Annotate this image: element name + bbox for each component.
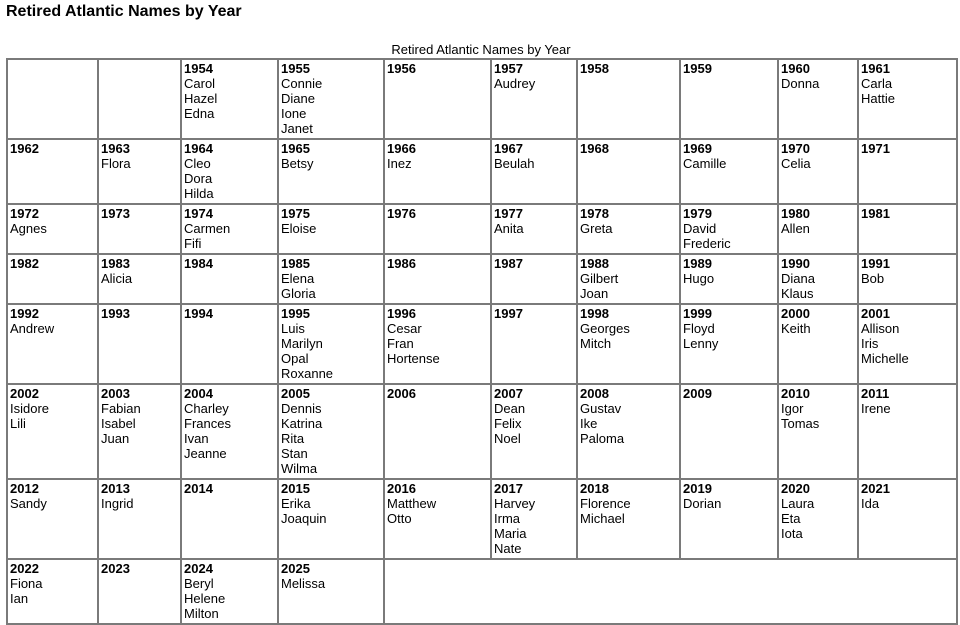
storm-name: Erika xyxy=(281,496,311,511)
storm-name: Diana xyxy=(781,271,815,286)
year-label: 2010 xyxy=(781,386,810,401)
storm-name: Hugo xyxy=(683,271,715,286)
storm-name: Anita xyxy=(494,221,524,236)
storm-name: Floyd xyxy=(683,321,715,336)
year-cell-2017 xyxy=(491,479,577,559)
storm-name: Noel xyxy=(494,431,521,446)
year-cell-1995 xyxy=(278,304,384,384)
year-cell-1963 xyxy=(98,139,181,204)
year-label: 1969 xyxy=(683,141,712,156)
year-label: 2000 xyxy=(781,306,810,321)
year-label: 1972 xyxy=(10,206,39,221)
year-cell-2018 xyxy=(577,479,680,559)
year-label: 1955 xyxy=(281,61,310,76)
storm-name: Donna xyxy=(781,76,820,91)
year-label: 1977 xyxy=(494,206,523,221)
storm-name: Irma xyxy=(494,511,520,526)
year-cell-2020 xyxy=(778,479,858,559)
year-label: 1973 xyxy=(101,206,130,221)
year-label: 2001 xyxy=(861,306,890,321)
storm-name: Isabel xyxy=(101,416,136,431)
storm-name: Fabian xyxy=(101,401,141,416)
year-label: 1988 xyxy=(580,256,609,271)
year-label: 2004 xyxy=(184,386,213,401)
year-cell-2001 xyxy=(858,304,957,384)
year-label: 1979 xyxy=(683,206,712,221)
storm-name: Fifi xyxy=(184,236,202,251)
storm-name: Nate xyxy=(494,541,522,556)
storm-name: Diane xyxy=(281,91,315,106)
year-cell-1987 xyxy=(491,254,577,304)
year-cell-2014 xyxy=(181,479,278,559)
storm-name: Betsy xyxy=(281,156,314,171)
storm-name: Hattie xyxy=(861,91,895,106)
year-label: 1965 xyxy=(281,141,310,156)
year-cell-2007 xyxy=(491,384,577,479)
storm-name: Paloma xyxy=(580,431,625,446)
year-label: 2014 xyxy=(184,481,213,496)
year-label: 2012 xyxy=(10,481,39,496)
year-cell-2002 xyxy=(7,384,98,479)
year-cell-1988 xyxy=(577,254,680,304)
year-label: 2008 xyxy=(580,386,609,401)
year-cell-1999 xyxy=(680,304,778,384)
storm-name: Joaquin xyxy=(281,511,327,526)
table-row xyxy=(7,559,957,624)
storm-name: Irene xyxy=(861,401,891,416)
year-cell-1969 xyxy=(680,139,778,204)
year-label: 1993 xyxy=(101,306,130,321)
year-cell-2004 xyxy=(181,384,278,479)
year-label: 2021 xyxy=(861,481,890,496)
storm-name: Hortense xyxy=(387,351,440,366)
storm-name: Ingrid xyxy=(101,496,134,511)
year-cell-1990 xyxy=(778,254,858,304)
storm-name: Ian xyxy=(10,591,29,606)
year-cell-1992 xyxy=(7,304,98,384)
storm-name: Jeanne xyxy=(184,446,227,461)
year-cell-2000 xyxy=(778,304,858,384)
year-label: 2015 xyxy=(281,481,310,496)
year-label: 1996 xyxy=(387,306,416,321)
year-label: 2025 xyxy=(281,561,310,576)
storm-name: Carla xyxy=(861,76,893,91)
year-label: 1967 xyxy=(494,141,523,156)
year-label: 1962 xyxy=(10,141,39,156)
storm-name: Joan xyxy=(580,286,609,301)
storm-name: Gustav xyxy=(580,401,622,416)
year-cell-2003 xyxy=(98,384,181,479)
storm-name: Opal xyxy=(281,351,309,366)
storm-name: Milton xyxy=(184,606,219,621)
storm-name: Bob xyxy=(861,271,885,286)
year-label: 2024 xyxy=(184,561,213,576)
storm-name: Audrey xyxy=(494,76,536,91)
year-label: 2019 xyxy=(683,481,712,496)
table-row xyxy=(7,204,957,254)
year-cell-1962 xyxy=(7,139,98,204)
year-cell-1971 xyxy=(858,139,957,204)
year-label: 1994 xyxy=(184,306,213,321)
year-label: 1960 xyxy=(781,61,810,76)
year-cell-1984 xyxy=(181,254,278,304)
year-label: 1992 xyxy=(10,306,39,321)
table-row xyxy=(7,384,957,479)
year-cell-2015 xyxy=(278,479,384,559)
year-cell-1993 xyxy=(98,304,181,384)
year-cell-1968 xyxy=(577,139,680,204)
storm-name: Celia xyxy=(781,156,811,171)
year-label: 1990 xyxy=(781,256,810,271)
storm-name: Gilbert xyxy=(580,271,619,286)
year-label: 2022 xyxy=(10,561,39,576)
year-cell-2021 xyxy=(858,479,957,559)
storm-name: Rita xyxy=(281,431,305,446)
storm-name: Roxanne xyxy=(281,366,334,381)
year-cell-1994 xyxy=(181,304,278,384)
year-cell-1957 xyxy=(491,59,577,139)
storm-name: Iota xyxy=(781,526,803,541)
storm-name: Keith xyxy=(781,321,811,336)
year-cell-1982 xyxy=(7,254,98,304)
year-label: 1987 xyxy=(494,256,523,271)
storm-name: David xyxy=(683,221,717,236)
year-cell-1983 xyxy=(98,254,181,304)
storm-name: Laura xyxy=(781,496,815,511)
year-label: 1956 xyxy=(387,61,416,76)
storm-name: Klaus xyxy=(781,286,814,301)
storm-name: Carol xyxy=(184,76,216,91)
storm-name: Eloise xyxy=(281,221,317,236)
table-row xyxy=(7,304,957,384)
year-cell-1997 xyxy=(491,304,577,384)
year-label: 2002 xyxy=(10,386,39,401)
storm-name: Maria xyxy=(494,526,527,541)
year-label: 2017 xyxy=(494,481,523,496)
year-cell-1959 xyxy=(680,59,778,139)
storm-name: Florence xyxy=(580,496,631,511)
storm-name: Otto xyxy=(387,511,412,526)
year-label: 1968 xyxy=(580,141,609,156)
year-cell-2009 xyxy=(680,384,778,479)
storm-name: Melissa xyxy=(281,576,326,591)
year-cell-1998 xyxy=(577,304,680,384)
year-label: 2020 xyxy=(781,481,810,496)
year-label: 1964 xyxy=(184,141,213,156)
storm-name: Greta xyxy=(580,221,613,236)
storm-name: Ida xyxy=(861,496,880,511)
storm-name: Tomas xyxy=(781,416,820,431)
year-label: 2016 xyxy=(387,481,416,496)
year-cell-1981 xyxy=(858,204,957,254)
storm-name: Charley xyxy=(184,401,229,416)
year-cell-2022 xyxy=(7,559,98,624)
year-cell-1965 xyxy=(278,139,384,204)
year-label: 1985 xyxy=(281,256,310,271)
storm-name: Ike xyxy=(580,416,598,431)
storm-name: Michelle xyxy=(861,351,909,366)
year-label: 1991 xyxy=(861,256,890,271)
year-cell-1960 xyxy=(778,59,858,139)
year-cell-2010 xyxy=(778,384,858,479)
storm-name: Fran xyxy=(387,336,414,351)
empty-cell xyxy=(384,559,957,624)
year-cell-2008 xyxy=(577,384,680,479)
table-row xyxy=(7,59,957,139)
storm-name: Stan xyxy=(281,446,308,461)
empty-cell xyxy=(98,59,181,139)
storm-name: Igor xyxy=(781,401,804,416)
year-cell-1973 xyxy=(98,204,181,254)
year-label: 1984 xyxy=(184,256,213,271)
year-label: 2018 xyxy=(580,481,609,496)
year-label: 1978 xyxy=(580,206,609,221)
year-cell-1986 xyxy=(384,254,491,304)
year-label: 2023 xyxy=(101,561,130,576)
storm-name: Katrina xyxy=(281,416,323,431)
storm-name: Juan xyxy=(101,431,130,446)
year-cell-1980 xyxy=(778,204,858,254)
storm-name: Gloria xyxy=(281,286,316,301)
storm-name: Dennis xyxy=(281,401,322,416)
year-cell-1976 xyxy=(384,204,491,254)
retired-names-table xyxy=(6,58,958,625)
storm-name: Hazel xyxy=(184,91,218,106)
year-label: 1954 xyxy=(184,61,213,76)
storm-name: Flora xyxy=(101,156,131,171)
storm-name: Felix xyxy=(494,416,522,431)
year-label: 1975 xyxy=(281,206,310,221)
year-cell-2013 xyxy=(98,479,181,559)
storm-name: Janet xyxy=(281,121,313,136)
year-cell-1966 xyxy=(384,139,491,204)
year-label: 1997 xyxy=(494,306,523,321)
storm-name: Matthew xyxy=(387,496,437,511)
year-cell-2024 xyxy=(181,559,278,624)
table-row xyxy=(7,254,957,304)
year-cell-1967 xyxy=(491,139,577,204)
year-label: 1999 xyxy=(683,306,712,321)
year-label: 1995 xyxy=(281,306,310,321)
storm-name: Allen xyxy=(781,221,810,236)
storm-name: Andrew xyxy=(10,321,55,336)
year-label: 1974 xyxy=(184,206,213,221)
year-label: 1976 xyxy=(387,206,416,221)
year-cell-1972 xyxy=(7,204,98,254)
year-label: 1966 xyxy=(387,141,416,156)
year-cell-1956 xyxy=(384,59,491,139)
year-cell-2012 xyxy=(7,479,98,559)
storm-name: Sandy xyxy=(10,496,47,511)
storm-name: Hilda xyxy=(184,186,214,201)
storm-name: Allison xyxy=(861,321,900,336)
year-cell-1955 xyxy=(278,59,384,139)
table-caption: Retired Atlantic Names by Year xyxy=(391,42,571,57)
storm-name: Lenny xyxy=(683,336,719,351)
storm-name: Beulah xyxy=(494,156,535,171)
storm-name: Fiona xyxy=(10,576,43,591)
year-label: 2005 xyxy=(281,386,310,401)
year-label: 1958 xyxy=(580,61,609,76)
year-label: 1986 xyxy=(387,256,416,271)
page-title: Retired Atlantic Names by Year xyxy=(6,3,242,20)
storm-name: Dorian xyxy=(683,496,722,511)
storm-name: Dora xyxy=(184,171,213,186)
year-label: 1963 xyxy=(101,141,130,156)
storm-name: Connie xyxy=(281,76,323,91)
year-label: 1971 xyxy=(861,141,890,156)
year-cell-1975 xyxy=(278,204,384,254)
year-label: 1982 xyxy=(10,256,39,271)
year-cell-1996 xyxy=(384,304,491,384)
year-label: 2003 xyxy=(101,386,130,401)
year-cell-1958 xyxy=(577,59,680,139)
year-label: 1957 xyxy=(494,61,523,76)
storm-name: Cesar xyxy=(387,321,422,336)
year-cell-2016 xyxy=(384,479,491,559)
storm-name: Helene xyxy=(184,591,226,606)
storm-name: Georges xyxy=(580,321,630,336)
year-label: 2013 xyxy=(101,481,130,496)
storm-name: Marilyn xyxy=(281,336,323,351)
year-cell-1978 xyxy=(577,204,680,254)
year-cell-2019 xyxy=(680,479,778,559)
storm-name: Frederic xyxy=(683,236,731,251)
year-cell-2011 xyxy=(858,384,957,479)
storm-name: Elena xyxy=(281,271,315,286)
year-label: 1981 xyxy=(861,206,890,221)
year-cell-1979 xyxy=(680,204,778,254)
year-label: 1983 xyxy=(101,256,130,271)
year-label: 1998 xyxy=(580,306,609,321)
storm-name: Frances xyxy=(184,416,231,431)
storm-name: Inez xyxy=(387,156,412,171)
year-cell-1977 xyxy=(491,204,577,254)
storm-name: Eta xyxy=(781,511,801,526)
storm-name: Alicia xyxy=(101,271,133,286)
year-cell-1961 xyxy=(858,59,957,139)
year-label: 2006 xyxy=(387,386,416,401)
year-label: 2007 xyxy=(494,386,523,401)
year-label: 1980 xyxy=(781,206,810,221)
year-cell-2005 xyxy=(278,384,384,479)
storm-name: Isidore xyxy=(10,401,50,416)
storm-name: Wilma xyxy=(281,461,318,476)
year-cell-1964 xyxy=(181,139,278,204)
table-body xyxy=(7,59,957,624)
year-label: 1970 xyxy=(781,141,810,156)
year-label: 2009 xyxy=(683,386,712,401)
year-label: 1989 xyxy=(683,256,712,271)
storm-name: Edna xyxy=(184,106,215,121)
year-cell-1989 xyxy=(680,254,778,304)
table-row xyxy=(7,479,957,559)
year-label: 1959 xyxy=(683,61,712,76)
year-cell-1974 xyxy=(181,204,278,254)
storm-name: Beryl xyxy=(184,576,214,591)
empty-cell xyxy=(7,59,98,139)
storm-name: Iris xyxy=(861,336,879,351)
year-cell-1954 xyxy=(181,59,278,139)
storm-name: Dean xyxy=(494,401,526,416)
storm-name: Carmen xyxy=(184,221,231,236)
storm-name: Harvey xyxy=(494,496,536,511)
storm-name: Ivan xyxy=(184,431,209,446)
storm-name: Cleo xyxy=(184,156,211,171)
storm-name: Michael xyxy=(580,511,625,526)
year-label: 1961 xyxy=(861,61,890,76)
year-cell-2023 xyxy=(98,559,181,624)
storm-name: Lili xyxy=(10,416,26,431)
year-cell-1985 xyxy=(278,254,384,304)
year-cell-1970 xyxy=(778,139,858,204)
storm-name: Luis xyxy=(281,321,305,336)
year-cell-1991 xyxy=(858,254,957,304)
year-cell-2025 xyxy=(278,559,384,624)
table-row xyxy=(7,139,957,204)
storm-name: Mitch xyxy=(580,336,612,351)
year-label: 2011 xyxy=(861,386,890,401)
storm-name: Camille xyxy=(683,156,727,171)
year-cell-2006 xyxy=(384,384,491,479)
storm-name: Ione xyxy=(281,106,307,121)
storm-name: Agnes xyxy=(10,221,47,236)
